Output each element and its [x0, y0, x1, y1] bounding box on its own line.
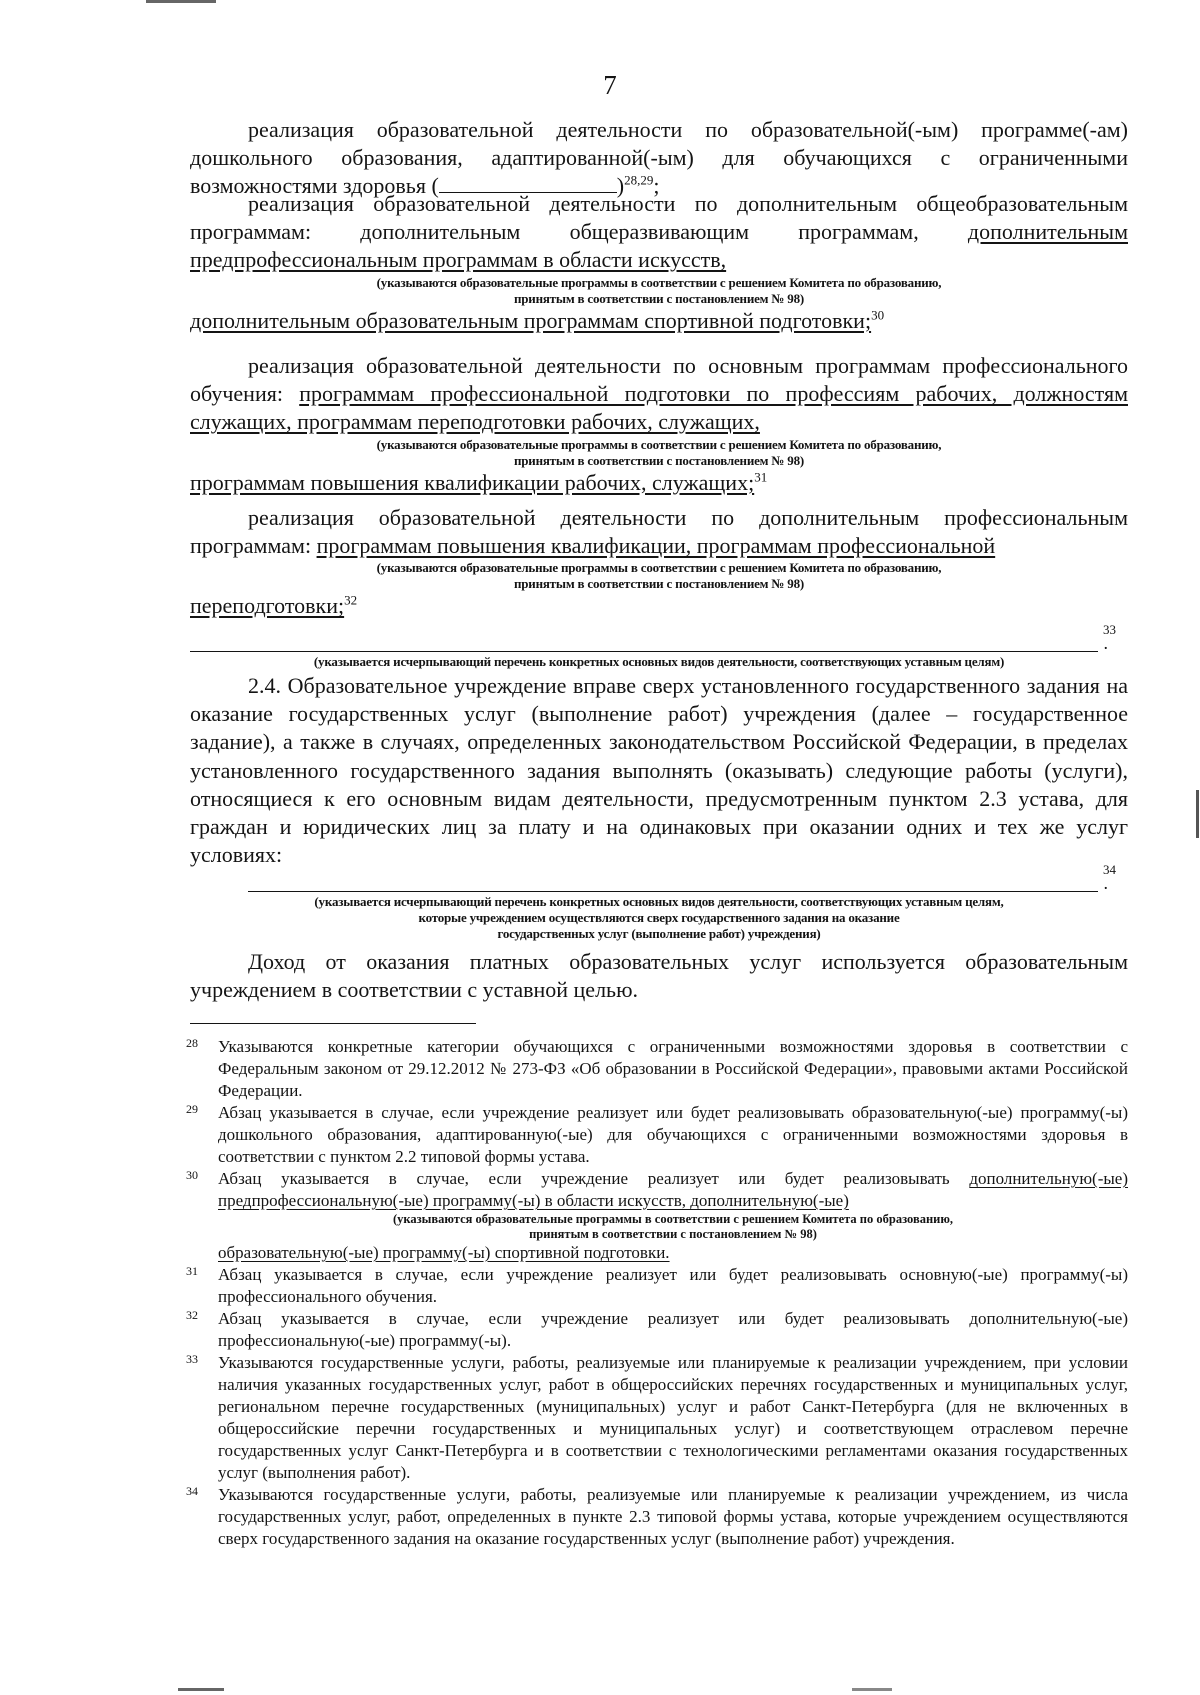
footnote-ref: 28,29 [624, 173, 654, 189]
footnote-28: 28 Указываются конкретные категории обучающихся с ограниченными возможностями здоровья в соответствии с Федеральным законом от 29.12.2012 № 273-ФЗ «Об образовании в Российской Федерации», правовыми актами Российской Федерации. [186, 1036, 1128, 1100]
footnote-ref: 30 [871, 307, 885, 323]
footnote-ref: 32 [344, 593, 358, 609]
blank-line-33: 33 . (указывается исчерпывающий перечень конкретных основных видов деятельности, соответствующих уставным целям) [190, 628, 1128, 670]
paragraph-2-4: 2.4. Образовательное учреждение вправе сверх установленного государственного задания на оказание государственных услуг (выполнение работ) учреждения (далее – государственное задание), а также в случаях, определенных законодательством Российской Федерации, в пределах установленного государственного задания выполнять (оказывать) следующие работы (услуги), относящиеся к его основным видам деятельности, предусмотренным пунктом 2.3 устава, для граждан и юридических лиц за плату и на одинаковых при оказании одних и тех же услуг условиях: [190, 673, 1128, 868]
footnotes [186, 1036, 1128, 1550]
field-hint: принятым в соответствии с постановлением № 98) [513, 290, 805, 306]
paragraph-additional-general: реализация образовательной деятельности по дополнительным общеобразовательным программам: дополнительным общеразвивающим программам, дополнительным предпрофессиональным программам в области искусств, (указываются образовательные программы в соответствии с решением Комитета по образованию, принятым в соответствии с постановлением № 98) дополнительным образовательным программам спортивной подготовки;$^{30}$ [190, 191, 1128, 333]
footnote-29: 29 Абзац указывается в случае, если учреждение реализует или будет реализовывать образовательную(-ые) программу(-ы) дошкольного образования, адаптированную(-ые) для обучающихся с ограниченными возможностями здоровья в соответствии с пунктом 2.2 типовой формы устава. [186, 1102, 1128, 1166]
fill-line [190, 651, 1098, 652]
field-hint: принятым в соответствии с постановлением № 98) [513, 576, 805, 592]
paragraph-text: реализация образовательной деятельности по образовательной(-ым) программе(-ам) дошкольного образования, адаптированной(-ым) для обучающихся с ограниченными возможностями здоровья ( [190, 117, 1128, 199]
footnote-ref: 31 [754, 469, 768, 485]
footnote-ref: 34 [1103, 862, 1116, 877]
paragraph-additional-professional: реализация образовательной деятельности по дополнительным профессиональным программам: программам повышения квалификации, программам профессиональной (указываются образовательные программы в соответствии с решением Комитета по образованию, принятым в соответствии с постановлением № 98) переподготовки;$^{32}$ [190, 505, 1128, 619]
filled-value: переподготовки; [190, 593, 345, 619]
footnote-33: 33 Указываются государственные услуги, работы, реализуемые или планируемые к реализации учреждением, при условии наличия указанных государственных услуг, работ в общероссийских перечнях государственных и муниципальных услуг, региональном перечне государственных (муниципальных) услуг и работ Санкт-Петербурга (для не включенных в общероссийские перечни государственных и муниципальных услуг) и соответствующем отраслевом перечне государственных услуг Санкт-Петербурга и в соответствии с технологическими регламентами оказания государственных услуг (выполнения работ). [186, 1352, 1128, 1482]
field-hint: (указываются образовательные программы в соответствии с решением Комитета по образованию, [376, 274, 942, 290]
scan-artifact [852, 1688, 892, 1691]
page-number: 7 [603, 70, 617, 100]
field-hint: принятым в соответствии с постановлением № 98) [529, 1227, 817, 1241]
field-hint: (указываются образовательные программы в соответствии с решением Комитета по образованию, [392, 1212, 954, 1226]
filled-value: дополнительным образовательным программам спортивной подготовки; [190, 307, 872, 333]
field-hint: (указывается исчерпывающий перечень конкретных основных видов деятельности, соответствующих уставным целям) [313, 654, 1005, 669]
filled-value: программам профессиональной подготовки по профессиям рабочих, должностям служащих, программам переподготовки рабочих, служащих, [190, 381, 1128, 435]
footnote-32: 32 Абзац указывается в случае, если учреждение реализует или будет реализовывать дополнительную(-ые) профессиональную(-ые) программу(-ы). [186, 1308, 1128, 1350]
field-hint: которые учреждением осуществляются сверх государственного задания на оказание [418, 910, 900, 925]
filled-value: образовательную(-ые) программу(-ы) спортивной подготовки. [218, 1243, 670, 1262]
filled-value: дополнительную(-ые) предпрофессиональную(-ые) программу(-ы) в области искусств, дополнительную(-ые) [218, 1169, 1128, 1210]
scan-artifact [146, 0, 216, 3]
fill-line [248, 891, 1098, 892]
field-hint: (указывается исчерпывающий перечень конкретных основных видов деятельности, соответствующих уставным целям, [314, 894, 1004, 909]
field-hint: (указываются образовательные программы в соответствии с решением Комитета по образованию, [376, 560, 942, 576]
field-hint: государственных услуг (выполнение работ) учреждения) [497, 926, 821, 941]
filled-value: программам повышения квалификации рабочих, служащих; [190, 469, 755, 495]
footnote-30: 30 Абзац указывается в случае, если учреждение реализует или будет реализовывать дополнительную(-ые) предпрофессиональную(-ые) программу(-ы) в области искусств, дополнительную(-ые) [186, 1168, 1128, 1210]
footnote-separator [190, 1023, 476, 1024]
paragraph-income: Доход от оказания платных образовательных услуг используется образовательным учреждением в соответствии с уставной целью. [190, 949, 1128, 1003]
scan-artifact [1196, 790, 1199, 838]
footnote-ref: 33 [1103, 622, 1116, 637]
paragraph-professional-training: реализация образовательной деятельности по основным программам профессионального обучения: программам профессиональной подготовки по профессиям рабочих, должностям служащих, программам переподготовки рабочих, служащих, (указываются образовательные программы в соответствии с решением Комитета по образованию, принятым в соответствии с постановлением № 98) программам повышения квалификации рабочих, служащих;$^{31}$ [190, 353, 1128, 495]
scan-artifact [178, 1688, 224, 1691]
blank-line-34: 34 . (указывается исчерпывающий перечень конкретных основных видов деятельности, соответствующих уставным целям, которые учреждением осуществляются сверх государственного задания на оказание государственных услуг (выполнение работ) учреждения) [190, 868, 1128, 942]
footnote-31: 31 Абзац указывается в случае, если учреждение реализует или будет реализовывать основную(-ые) программу(-ы) профессионального обучения. [186, 1264, 1128, 1306]
filled-value: программам повышения квалификации, программам профессиональной [316, 533, 996, 559]
footnote-34: 34 Указываются государственные услуги, работы, реализуемые или планируемые к реализации учреждением, из числа государственных услуг, работ, определенных в пункте 2.3 типовой формы устава, которые учреждением осуществляются сверх государственного задания на оказание государственных услуг (выполнение работ) учреждения. [186, 1484, 1128, 1548]
field-hint: принятым в соответствии с постановлением № 98) [513, 452, 805, 468]
paragraph-preschool: реализация образовательной деятельности по образовательной(-ым) программе(-ам) дошкольного образования, адаптированной(-ым) для обучающихся с ограниченными возможностями здоровья ( )$^{28,29}$; [190, 117, 1128, 199]
filled-value: дополнительным предпрофессиональным программам в области искусств, [190, 219, 1128, 273]
field-hint: (указываются образовательные программы в соответствии с решением Комитета по образованию, [376, 436, 942, 452]
